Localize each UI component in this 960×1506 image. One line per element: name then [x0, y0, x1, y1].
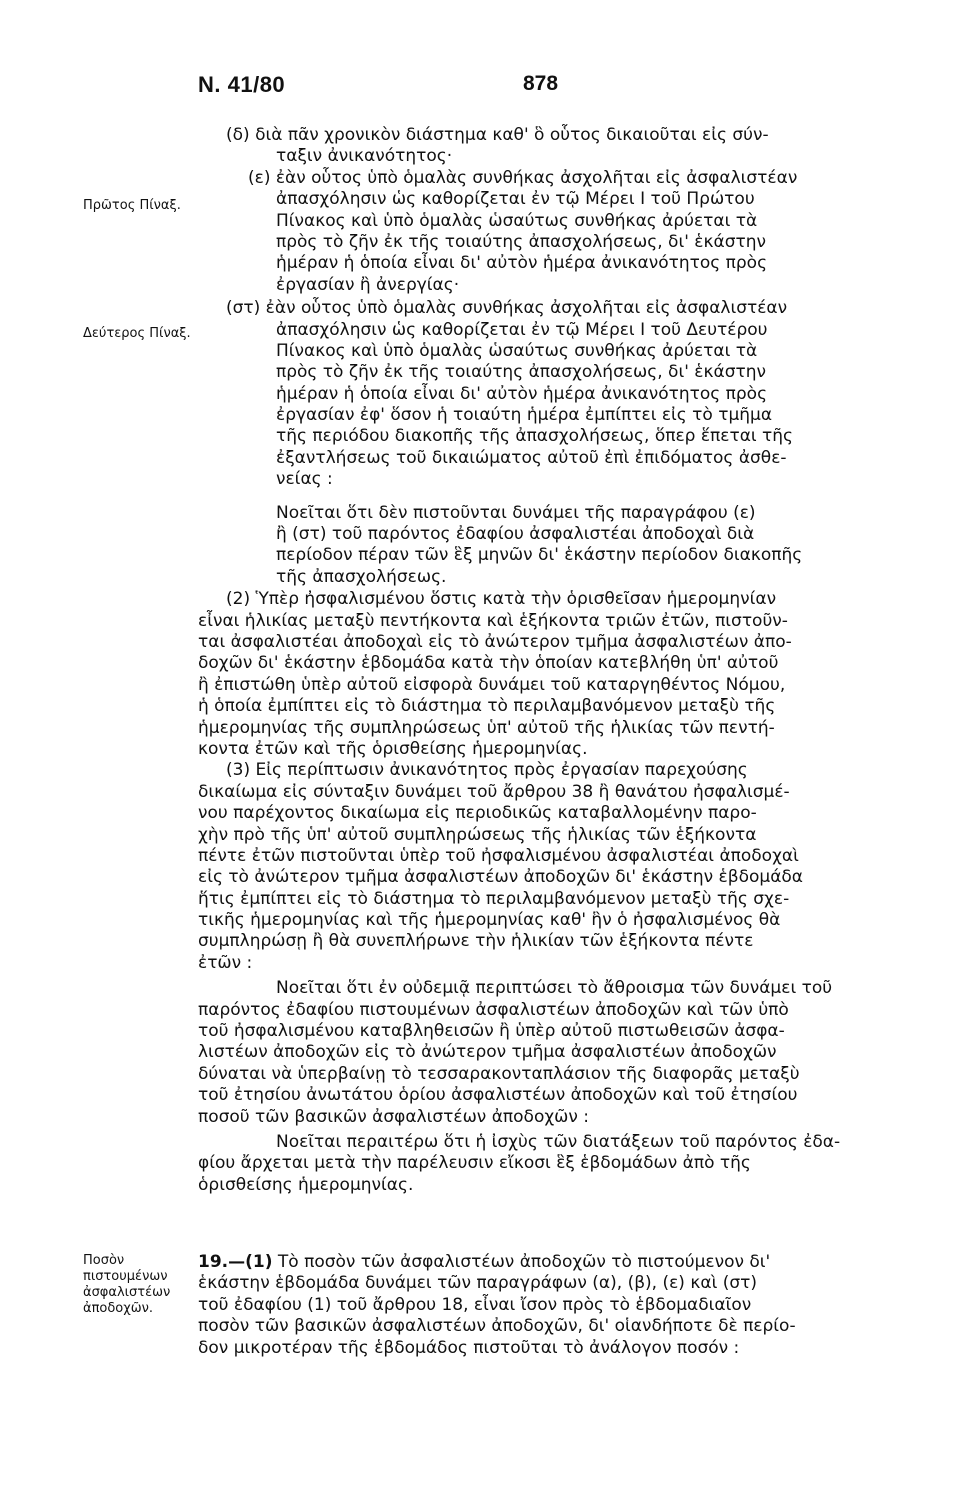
text-line: ποσὸν τῶν βασικῶν ἀσφαλιστέων ἀποδοχῶν, δι' οἱανδήποτε δὲ περίο- — [198, 1316, 796, 1337]
text-line: δοχῶν δι' ἑκάστην ἑβδομάδα κατὰ τὴν ὁποίαν κατεβλήθη ὑπ' αὐτοῦ — [198, 653, 779, 674]
text-line: ἀπασχόλησιν ὡς καθορίζεται ἐν τῷ Μέρει Ι τοῦ Πρώτου — [276, 189, 755, 210]
text-line: φίου ἄρχεται μετὰ τὴν παρέλευσιν εἴκοσι ἓξ ἑβδομάδων ἀπὸ τῆς — [198, 1153, 751, 1174]
text-line: νείας : — [276, 469, 333, 490]
text-line: ἡμερομηνίας τῆς συμπληρώσεως ὑπ' αὐτοῦ τῆς ἡλικίας τῶν πεντή- — [198, 717, 775, 738]
text-line: (3) Εἰς περίπτωσιν ἀνικανότητος πρὸς ἐργασίαν παρεχούσης — [226, 760, 748, 781]
text-line: δύναται νὰ ὑπερβαίνῃ τὸ τεσσαρακονταπλάσιον τῆς διαφορᾶς μεταξὺ — [198, 1063, 800, 1084]
text-line: ἡμέραν ἡ ὁποία εἶναι δι' αὐτὸν ἡμέρα ἀνικανότητος πρὸς — [276, 253, 768, 274]
text-line: τοῦ ἐτησίου ἀνωτάτου ὁρίου ἀσφαλιστέων ἀποδοχῶν καὶ τοῦ ἐτησίου — [198, 1085, 798, 1106]
text-line: εἰς τὸ ἀνώτερον τμῆμα ἀσφαλιστέων ἀποδοχῶν δι' ἑκάστην ἑβδομάδα — [198, 867, 804, 888]
paragraph-st — [198, 298, 873, 491]
text-line: ταξιν ἀνικανότητος· — [276, 146, 453, 167]
subsection-3 — [198, 760, 873, 974]
text-line: ἥτις ἐμπίπτει εἰς τὸ διάστημα τὸ περιλαμβανόμενον μεταξὺ τῆς σχε- — [198, 888, 790, 909]
text-line: Πίνακος καὶ ὑπὸ ὁμαλὰς ὡσαύτως συνθήκας ἀρύεται τὰ — [276, 210, 758, 231]
text-line: Νοεῖται ὅτι δὲν πιστοῦνται δυνάμει τῆς παραγράφου (ε) — [276, 502, 756, 523]
law-number: Ν. 41/80 — [198, 72, 286, 97]
proviso-three — [198, 1132, 873, 1196]
text-line: χὴν πρὸ τῆς ὑπ' αὐτοῦ συμπληρώσεως τῆς ἡλικίας τῶν ἑξήκοντα — [198, 824, 757, 845]
text-line: ἑκάστην ἑβδομάδα δυνάμει τῶν παραγράφων (α), (β), (ε) καὶ (στ) — [198, 1273, 757, 1294]
text-line: τῆς περιόδου διακοπῆς τῆς ἀπασχολήσεως, ὅπερ ἕπεται τῆς — [276, 426, 794, 447]
text-line: περίοδον πέραν τῶν ἓξ μηνῶν δι' ἑκάστην περίοδον διακοπῆς — [276, 545, 803, 566]
text-line: Νοεῖται ὅτι ἐν οὐδεμιᾷ περιπτώσει τὸ ἄθροισμα τῶν δυνάμει τοῦ — [276, 978, 833, 999]
text-line: τοῦ ἐδαφίου (1) τοῦ ἄρθρου 18, εἶναι ἴσον πρὸς τὸ ἑβδομαδιαῖον — [198, 1294, 752, 1315]
text-line: Νοεῖται περαιτέρω ὅτι ἡ ἰσχὺς τῶν διατάξεων τοῦ παρόντος ἐδα- — [276, 1131, 841, 1152]
article-number: 19.—(1) — [198, 1252, 273, 1272]
subsection-2 — [198, 589, 873, 760]
text-line: ἡμέραν ἡ ὁποία εἶναι δι' αὐτὸν ἡμέρα ἀνικανότητος πρὸς — [276, 383, 768, 404]
text-line: ἢ ἐπιστώθη ὑπὲρ αὐτοῦ εἰσφορὰ δυνάμει τοῦ καταργηθέντος Νόμου, — [198, 674, 786, 695]
text-line: (δ) διὰ πᾶν χρονικὸν διάστημα καθ' ὃ οὗτος δικαιοῦται εἰς σύν- — [226, 125, 769, 145]
text-line: ται ἀσφαλιστέαι ἀποδοχαὶ εἰς τὸ ἀνώτερον τμῆμα ἀσφαλιστέων ἀπο- — [198, 631, 792, 652]
text-line: κοντα ἐτῶν καὶ τῆς ὁρισθείσης ἡμερομηνίας. — [198, 738, 588, 759]
text-line: πέντε ἐτῶν πιστοῦνται ὑπὲρ τοῦ ἠσφαλισμένου ἀσφαλιστέαι ἀποδοχαὶ — [198, 845, 799, 866]
text-line: πρὸς τὸ ζῆν ἐκ τῆς τοιαύτης ἀπασχολήσεως, δι' ἑκάστην — [276, 362, 766, 383]
text-line: δικαίωμα εἰς σύνταξιν δυνάμει τοῦ ἄρθρου 38 ἢ θανάτου ἠσφαλισμέ- — [198, 781, 790, 802]
text-line: ἡ ὁποία ἐμπίπτει εἰς τὸ διάστημα τὸ περιλαμβανόμενον μεταξὺ τῆς — [198, 696, 776, 717]
text-line: ἐργασίαν ἢ ἀνεργίας· — [276, 274, 460, 295]
text-line: νου παρέχοντος δικαίωμα εἰς περιοδικῶς καταβαλλομένην παρο- — [198, 803, 757, 824]
page-header — [198, 72, 838, 112]
text-line: παρόντος ἐδαφίου πιστουμένων ἀσφαλιστέων ἀποδοχῶν καὶ τῶν ὑπὸ — [198, 999, 789, 1020]
text-line: τικῆς ἡμερομηνίας καὶ τῆς ἡμερομηνίας καθ' ἣν ὁ ἠσφαλισμένος θὰ — [198, 910, 781, 931]
paragraph-e — [198, 168, 873, 296]
text-line: Πίνακος καὶ ὑπὸ ὁμαλὰς ὡσαύτως συνθήκας ἀρύεται τὰ — [276, 340, 758, 361]
margin-note-credited-amount: Ποσὸν πιστουμένων ἀσφαλιστέων ἀποδοχῶν. — [83, 1253, 171, 1316]
text-line: τοῦ ἠσφαλισμένου καταβληθεισῶν ἢ ὑπὲρ αὐτοῦ πιστωθεισῶν ἀσφα- — [198, 1021, 785, 1042]
text-line: δον μικροτέραν τῆς ἑβδομάδος πιστοῦται τὸ ἀνάλογον ποσόν : — [198, 1337, 740, 1358]
text-line — [198, 1251, 873, 1272]
page-number: 878 — [523, 72, 559, 95]
text-line: εἶναι ἡλικίας μεταξὺ πεντήκοντα καὶ ἑξήκοντα τριῶν ἐτῶν, πιστοῦν- — [198, 610, 788, 631]
text-line: συμπληρώσῃ ἢ θὰ συνεπλήρωνε τὴν ἡλικίαν τῶν ἑξήκοντα πέντε — [198, 931, 754, 952]
margin-note-first-table: Πρῶτος Πίναξ. — [83, 198, 181, 213]
text-line: ἐτῶν : — [198, 952, 253, 973]
paragraph-d — [198, 125, 873, 168]
text-line: πρὸς τὸ ζῆν ἐκ τῆς τοιαύτης ἀπασχολήσεως, δι' ἑκάστην — [276, 231, 766, 252]
text-line: ἐργασίαν ἐφ' ὅσον ἡ τοιαύτη ἡμέρα ἐμπίπτει εἰς τὸ τμῆμα — [276, 405, 773, 426]
article-19 — [198, 1251, 873, 1358]
text-line: λιστέων ἀποδοχῶν εἰς τὸ ἀνώτερον τμῆμα ἀσφαλιστέων ἀποδοχῶν — [198, 1042, 777, 1063]
text-line: ὁρισθείσης ἡμερομηνίας. — [198, 1174, 414, 1195]
proviso-one — [198, 503, 873, 589]
document-body — [198, 125, 873, 1196]
text-line: ἀπασχόλησιν ὡς καθορίζεται ἐν τῷ Μέρει Ι τοῦ Δευτέρου — [276, 319, 768, 340]
text-line: ἢ (στ) τοῦ παρόντος ἐδαφίου ἀσφαλιστέαι ἀποδοχαὶ διὰ — [276, 524, 755, 545]
text-line: ἐξαντλήσεως τοῦ δικαιώματος αὐτοῦ ἐπὶ ἐπιδόματος ἀσθε- — [276, 447, 787, 468]
text-line: (2) Ὑπὲρ ἠσφαλισμένου ὅστις κατὰ τὴν ὁρισθεῖσαν ἡμερομηνίαν — [226, 589, 777, 610]
text-line: (ε) ἐὰν οὗτος ὑπὸ ὁμαλὰς συνθήκας ἀσχολῆται εἰς ἀσφαλιστέαν — [248, 167, 798, 188]
proviso-two — [198, 978, 873, 1128]
text-line: τῆς ἀπασχολήσεως. — [276, 566, 447, 587]
margin-note-second-table: Δεύτερος Πίναξ. — [83, 326, 191, 341]
text-line: ποσοῦ τῶν βασικῶν ἀσφαλιστέων ἀποδοχῶν : — [198, 1106, 590, 1127]
text-line: (στ) ἐὰν οὗτος ὑπὸ ὁμαλὰς συνθήκας ἀσχολῆται εἰς ἀσφαλιστέαν — [226, 298, 788, 319]
article-text-first: Τὸ ποσὸν τῶν ἀσφαλιστέων ἀποδοχῶν τὸ πιστούμενον δι' — [277, 1252, 771, 1272]
